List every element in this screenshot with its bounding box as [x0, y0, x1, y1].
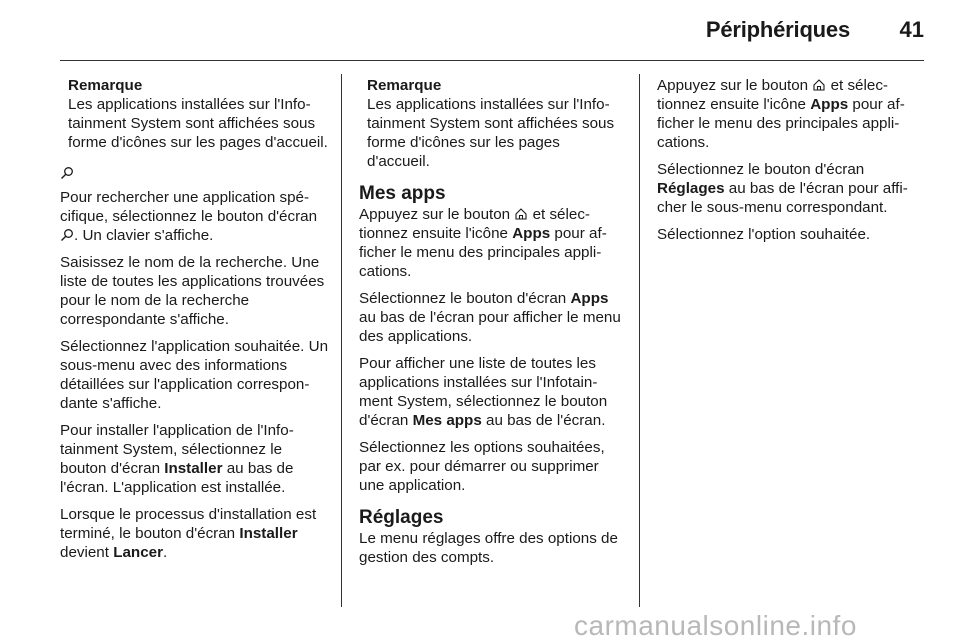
paragraph: Le menu réglages offre des options de gestion des compts.: [359, 530, 618, 566]
text: et sélectionnez ensuite l'icône: [657, 77, 888, 113]
column-divider-1: [341, 74, 342, 607]
note-title: Remarque: [68, 77, 143, 94]
paragraph: [359, 205, 625, 281]
page-title: Périphériques: [705, 17, 850, 42]
button-term-installer: Installer: [164, 460, 223, 477]
text: pour afficher le menu des principales applications.: [359, 225, 607, 280]
text: .: [163, 544, 168, 561]
paragraph: Sélectionnez l'application souhaitée. Un sous-menu avec des informations détaillées sur l'application correspondante s'affiche.: [60, 338, 329, 412]
note-title: Remarque: [367, 77, 442, 94]
paragraph: [60, 188, 328, 245]
section-heading-reglages: Réglages: [359, 507, 444, 528]
button-term-lancer: Lancer: [113, 544, 164, 561]
note-box: [60, 76, 328, 152]
note-text: Les applications installées sur l'Infotainment System sont affichées sous forme d'icônes sur les pages d'accueil.: [367, 96, 615, 170]
paragraph: [359, 289, 625, 346]
text: au bas de l'écran. L'application est installée.: [60, 460, 294, 496]
button-term-reglages: Réglages: [657, 180, 725, 197]
column-divider-2: [639, 74, 640, 607]
watermark: carmanualsonline.info: [574, 610, 857, 641]
column-3: [657, 76, 925, 252]
paragraph: [657, 160, 925, 217]
button-term-apps: Apps: [512, 225, 551, 242]
text: pour afficher le menu des principales applications.: [657, 96, 905, 151]
text: devient: [60, 544, 114, 561]
text: Appuyez sur le bouton: [657, 77, 813, 94]
text: Sélectionnez le bouton d'écran: [657, 161, 865, 178]
paragraph: [657, 76, 925, 152]
text: et sélectionnez ensuite l'icône: [359, 206, 590, 242]
text: Appuyez sur le bouton: [359, 206, 515, 223]
note-text: Les applications installées sur l'Infotainment System sont affichées sous forme d'icônes sur les pages d'accueil.: [68, 96, 328, 151]
paragraph: [359, 354, 625, 430]
text: . Un clavier s'affiche.: [74, 227, 214, 244]
section-heading-mes-apps: Mes apps: [359, 183, 446, 204]
home-icon: [812, 78, 826, 92]
text: au bas de l'écran pour afficher le sous-menu correspondant.: [657, 180, 908, 216]
column-2: [359, 76, 625, 575]
paragraph: Sélectionnez les options souhaitées, par ex. pour démarrer ou supprimer une application.: [359, 439, 605, 494]
paragraph: [60, 505, 328, 562]
text: Pour installer l'application de l'Infotainment System, sélectionnez le bouton d'écran: [60, 422, 294, 477]
home-icon: [514, 207, 528, 221]
text: au bas de l'écran pour afficher le menu des applications.: [359, 309, 621, 345]
button-term-apps: Apps: [810, 96, 849, 113]
header-rule: [60, 60, 924, 61]
paragraph: [60, 421, 328, 497]
text: Lorsque le processus d'installation est terminé, le bouton d'écran: [60, 506, 317, 542]
search-icon-line: [60, 164, 328, 184]
search-icon: [60, 166, 74, 180]
text: Sélectionnez le bouton d'écran: [359, 290, 571, 307]
column-1: [60, 76, 328, 570]
button-term-apps: Apps: [570, 290, 609, 307]
text: Pour afficher une liste de toutes les applications installées sur l'Infotainment System, sélectionnez le bouton d'écran: [359, 355, 608, 429]
button-term-installer: Installer: [239, 525, 298, 542]
text: Pour rechercher une application spécifique, sélectionnez le bouton d'écran: [60, 189, 318, 225]
note-box: [359, 76, 625, 171]
page-number: 41: [899, 17, 924, 42]
search-icon: [60, 228, 74, 242]
text: au bas de l'écran.: [481, 412, 606, 429]
paragraph: Sélectionnez l'option souhaitée.: [657, 226, 871, 243]
paragraph: Saisissez le nom de la recherche. Une liste de toutes les applications trouvées pour le nom de la recherche correspondante s'affiche.: [60, 254, 325, 328]
button-term-mes-apps: Mes apps: [412, 412, 482, 429]
